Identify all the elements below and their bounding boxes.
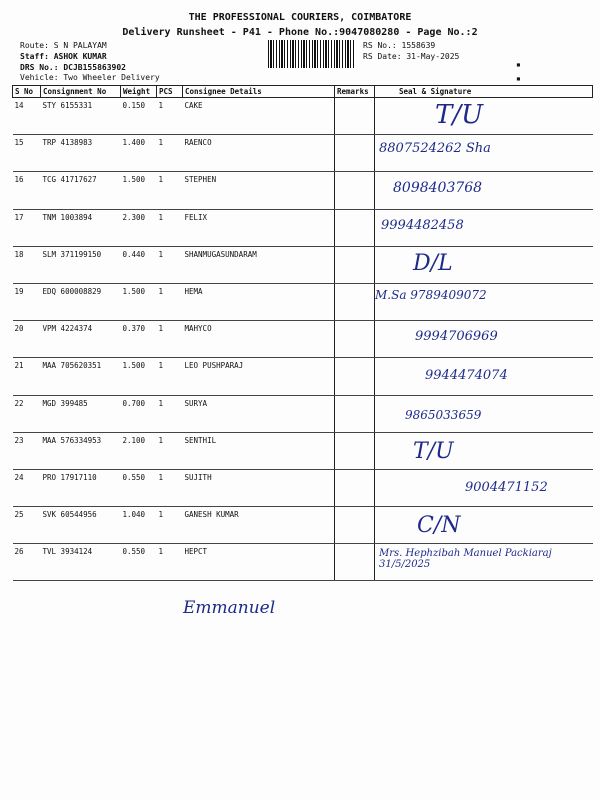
- cell-sno: 17: [13, 209, 41, 246]
- table-row: [13, 209, 593, 246]
- cell-pcs: 1: [157, 321, 183, 358]
- cell-consignee: MAHYCO: [183, 321, 335, 358]
- cell-signature: [375, 432, 593, 469]
- vehicle-label: Vehicle: Two Wheeler Delivery: [20, 73, 160, 82]
- runsheet-title: Delivery Runsheet - P41 - Phone No.:9047080280 - Page No.:2: [122, 27, 478, 38]
- cell-signature: [375, 321, 593, 358]
- route-label: Route: S N PALAYAM: [20, 41, 107, 50]
- cell-pcs: 1: [157, 432, 183, 469]
- cell-consignment: MGD 399485: [41, 395, 121, 432]
- cell-consignment: PRO 17917110: [41, 469, 121, 506]
- cell-sno: 15: [13, 135, 41, 172]
- cell-consignment: VPM 4224374: [41, 321, 121, 358]
- cell-sno: 26: [13, 544, 41, 581]
- cell-consignee: LEO PUSHPARAJ: [183, 358, 335, 395]
- cell-signature: [375, 507, 593, 544]
- cell-pcs: 1: [157, 209, 183, 246]
- cell-signature: [375, 395, 593, 432]
- cell-signature: [375, 172, 593, 209]
- cell-signature: [375, 246, 593, 283]
- cell-remarks: [335, 209, 375, 246]
- cell-remarks: [335, 246, 375, 283]
- cell-sno: 25: [13, 507, 41, 544]
- cell-pcs: 1: [157, 172, 183, 209]
- table-row: [13, 395, 593, 432]
- cell-signature: [375, 135, 593, 172]
- cell-pcs: 1: [157, 98, 183, 135]
- cell-consignee: SHANMUGASUNDARAM: [183, 246, 335, 283]
- cell-weight: 1.400: [121, 135, 157, 172]
- cell-consignment: MAA 705620351: [41, 358, 121, 395]
- handwritten-signature: 9994482458: [381, 217, 464, 233]
- handwritten-signature: 9994706969: [415, 329, 498, 345]
- cell-signature: [375, 544, 593, 581]
- cell-signature: [375, 209, 593, 246]
- cell-weight: 1.500: [121, 358, 157, 395]
- cell-pcs: 1: [157, 246, 183, 283]
- cell-consignment: STY 6155331: [41, 98, 121, 135]
- handwritten-signature: M.Sa 9789409072: [375, 287, 487, 302]
- cell-consignment: MAA 576334953: [41, 432, 121, 469]
- cell-weight: 0.550: [121, 469, 157, 506]
- col-consignee: Consignee Details: [183, 86, 335, 98]
- handwritten-signature: Mrs. Hephzibah Manuel Packiaraj 31/5/2025: [379, 548, 552, 571]
- cell-consignee: SURYA: [183, 395, 335, 432]
- cell-consignee: RAENCO: [183, 135, 335, 172]
- cell-consignee: HEMA: [183, 283, 335, 320]
- cell-weight: 0.550: [121, 544, 157, 581]
- corner-mark: ▪: [516, 60, 521, 69]
- cell-weight: 2.100: [121, 432, 157, 469]
- table-row: [13, 469, 593, 506]
- runsheet-table: [12, 85, 593, 581]
- cell-consignee: HEPCT: [183, 544, 335, 581]
- cell-signature: [375, 98, 593, 135]
- cell-sno: 22: [13, 395, 41, 432]
- table-header-row: [13, 86, 593, 98]
- cell-sno: 14: [13, 98, 41, 135]
- cell-pcs: 1: [157, 135, 183, 172]
- handwritten-signature: 9944474074: [425, 368, 508, 384]
- table-row: [13, 246, 593, 283]
- table-row: [13, 135, 593, 172]
- cell-weight: 1.500: [121, 172, 157, 209]
- cell-sno: 16: [13, 172, 41, 209]
- cell-signature: [375, 358, 593, 395]
- col-consignment: Consignment No: [41, 86, 121, 98]
- staff-label: Staff: ASHOK KUMAR: [20, 52, 107, 61]
- rs-no-label: RS No.: 1558639: [363, 41, 436, 50]
- col-remarks: Remarks: [335, 86, 375, 98]
- cell-signature: [375, 469, 593, 506]
- cell-consignment: EDQ 600008829: [41, 283, 121, 320]
- handwritten-signature: C/N: [417, 513, 461, 539]
- cell-sno: 21: [13, 358, 41, 395]
- handwritten-signature: 8807524262 Sha: [379, 141, 491, 157]
- cell-consignment: SVK 60544956: [41, 507, 121, 544]
- cell-sno: 19: [13, 283, 41, 320]
- table-row: [13, 432, 593, 469]
- table-row: [13, 358, 593, 395]
- table-row: [13, 544, 593, 581]
- cell-consignment: TRP 4138983: [41, 135, 121, 172]
- cell-remarks: [335, 135, 375, 172]
- cell-pcs: 1: [157, 544, 183, 581]
- cell-remarks: [335, 283, 375, 320]
- cell-remarks: [335, 544, 375, 581]
- rs-date-label: RS Date: 31-May-2025: [363, 52, 460, 61]
- cell-sno: 20: [13, 321, 41, 358]
- company-title: THE PROFESSIONAL COURIERS, COIMBATORE: [188, 12, 412, 23]
- cell-consignee: SUJITH: [183, 469, 335, 506]
- cell-consignment: SLM 371199150: [41, 246, 121, 283]
- col-sno: S No: [13, 86, 41, 98]
- cell-consignee: STEPHEN: [183, 172, 335, 209]
- cell-consignee: FELIX: [183, 209, 335, 246]
- table-row: [13, 172, 593, 209]
- cell-consignment: TVL 3934124: [41, 544, 121, 581]
- cell-pcs: 1: [157, 507, 183, 544]
- cell-pcs: 1: [157, 395, 183, 432]
- cell-weight: 0.700: [121, 395, 157, 432]
- cell-consignment: TCG 41717627: [41, 172, 121, 209]
- drs-no-label: DRS No.: DCJB155863902: [20, 63, 126, 72]
- cell-remarks: [335, 321, 375, 358]
- cell-pcs: 1: [157, 469, 183, 506]
- table-row: [13, 283, 593, 320]
- cell-remarks: [335, 98, 375, 135]
- cell-consignee: GANESH KUMAR: [183, 507, 335, 544]
- cell-weight: 1.500: [121, 283, 157, 320]
- handwritten-signature-emmanuel: Emmanuel: [183, 598, 276, 618]
- corner-mark: ▪: [516, 74, 521, 83]
- cell-pcs: 1: [157, 358, 183, 395]
- handwritten-signature: 9865033659: [405, 407, 482, 422]
- cell-sno: 23: [13, 432, 41, 469]
- handwritten-signature: 8098403768: [393, 180, 483, 197]
- cell-weight: 0.440: [121, 246, 157, 283]
- col-pcs: PCS: [157, 86, 183, 98]
- table-row: [13, 321, 593, 358]
- cell-weight: 1.040: [121, 507, 157, 544]
- cell-weight: 0.150: [121, 98, 157, 135]
- barcode: [268, 40, 356, 68]
- cell-signature: [375, 283, 593, 320]
- cell-remarks: [335, 469, 375, 506]
- handwritten-signature: T/U: [435, 100, 484, 130]
- cell-remarks: [335, 432, 375, 469]
- col-signature: Seal & Signature: [375, 86, 593, 98]
- cell-consignee: SENTHIL: [183, 432, 335, 469]
- col-weight: Weight: [121, 86, 157, 98]
- cell-pcs: 1: [157, 283, 183, 320]
- handwritten-signature: T/U: [413, 438, 454, 464]
- cell-remarks: [335, 395, 375, 432]
- cell-sno: 24: [13, 469, 41, 506]
- cell-sno: 18: [13, 246, 41, 283]
- cell-remarks: [335, 172, 375, 209]
- table-row: [13, 98, 593, 135]
- cell-weight: 2.300: [121, 209, 157, 246]
- cell-remarks: [335, 358, 375, 395]
- handwritten-signature: 9004471152: [465, 479, 548, 495]
- cell-weight: 0.370: [121, 321, 157, 358]
- cell-remarks: [335, 507, 375, 544]
- handwritten-signature: D/L: [413, 250, 453, 276]
- cell-consignment: TNM 1003894: [41, 209, 121, 246]
- cell-consignee: CAKE: [183, 98, 335, 135]
- table-row: [13, 507, 593, 544]
